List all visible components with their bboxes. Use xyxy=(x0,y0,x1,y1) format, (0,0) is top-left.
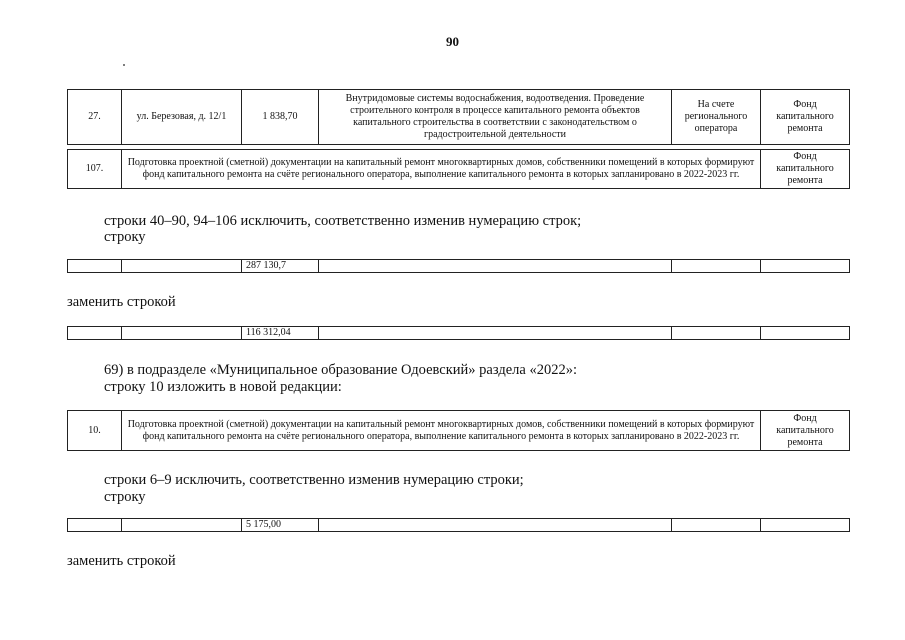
empty-cell xyxy=(122,327,242,340)
funding-source-cell: Фонд капитального ремонта xyxy=(761,411,850,451)
empty-cell xyxy=(319,260,672,273)
section-69-heading: 69) в подразделе «Муниципальное образование Одоевский» раздела «2022»: xyxy=(104,362,577,378)
amount-cell: 116 312,04 xyxy=(242,327,319,340)
work-description-cell: Подготовка проектной (сметной) документации на капитальный ремонт многоквартирных домов, собственники помещений в которых формируют фонд капитального ремонта на счёте регионального оператора, выполнение капитального ремонта в которых запланировано в 2022-2023 гг. xyxy=(122,411,761,451)
address-cell: ул. Березовая, д. 12/1 xyxy=(122,90,242,145)
table-row-107 xyxy=(67,149,850,189)
account-cell: На счете регионального оператора xyxy=(672,90,761,145)
table-row-old-total-2 xyxy=(67,518,850,532)
empty-cell xyxy=(761,327,850,340)
table-row-old-total xyxy=(67,259,850,273)
table-row-10 xyxy=(67,410,850,451)
exclude-rows-instruction-2: строки 6–9 исключить, соответственно изменив нумерацию строки; xyxy=(104,472,524,488)
row-number: 27. xyxy=(68,90,122,145)
empty-cell xyxy=(68,519,122,532)
row-10-instruction: строку 10 изложить в новой редакции: xyxy=(104,379,342,395)
table-row-new-total xyxy=(67,326,850,340)
row-label-2: строку xyxy=(104,489,146,505)
table-row-27 xyxy=(67,89,850,145)
amount-cell: 1 838,70 xyxy=(242,90,319,145)
empty-cell xyxy=(319,327,672,340)
row-label: строку xyxy=(104,229,146,245)
replace-instruction-2: заменить строкой xyxy=(67,553,176,569)
amount-cell: 287 130,7 xyxy=(242,260,319,273)
funding-source-cell: Фонд капитального ремонта xyxy=(761,90,850,145)
exclude-rows-instruction: строки 40–90, 94–106 исключить, соответственно изменив нумерацию строк; xyxy=(104,213,582,229)
row-number: 10. xyxy=(68,411,122,451)
empty-cell xyxy=(672,260,761,273)
empty-cell xyxy=(761,260,850,273)
work-type-cell: Внутридомовые системы водоснабжения, водоотведения. Проведение строительного контроля в процессе капитального ремонта объектов капитального строительства в соответствии с законодательством о градостроительной деятельности xyxy=(319,90,672,145)
empty-cell xyxy=(122,260,242,273)
page-number: 90 xyxy=(446,34,459,49)
scan-speck xyxy=(123,64,125,66)
empty-cell xyxy=(672,519,761,532)
empty-cell xyxy=(122,519,242,532)
empty-cell xyxy=(68,327,122,340)
work-description-cell: Подготовка проектной (сметной) документации на капитальный ремонт многоквартирных домов, собственники помещений в которых формируют фонд капитального ремонта на счёте регионального оператора, выполнение капитального ремонта в которых запланировано в 2022-2023 гг. xyxy=(122,150,761,189)
replace-instruction: заменить строкой xyxy=(67,294,176,310)
funding-source-cell: Фонд капитального ремонта xyxy=(761,150,850,189)
empty-cell xyxy=(761,519,850,532)
empty-cell xyxy=(68,260,122,273)
empty-cell xyxy=(319,519,672,532)
row-number: 107. xyxy=(68,150,122,189)
empty-cell xyxy=(672,327,761,340)
amount-cell: 5 175,00 xyxy=(242,519,319,532)
